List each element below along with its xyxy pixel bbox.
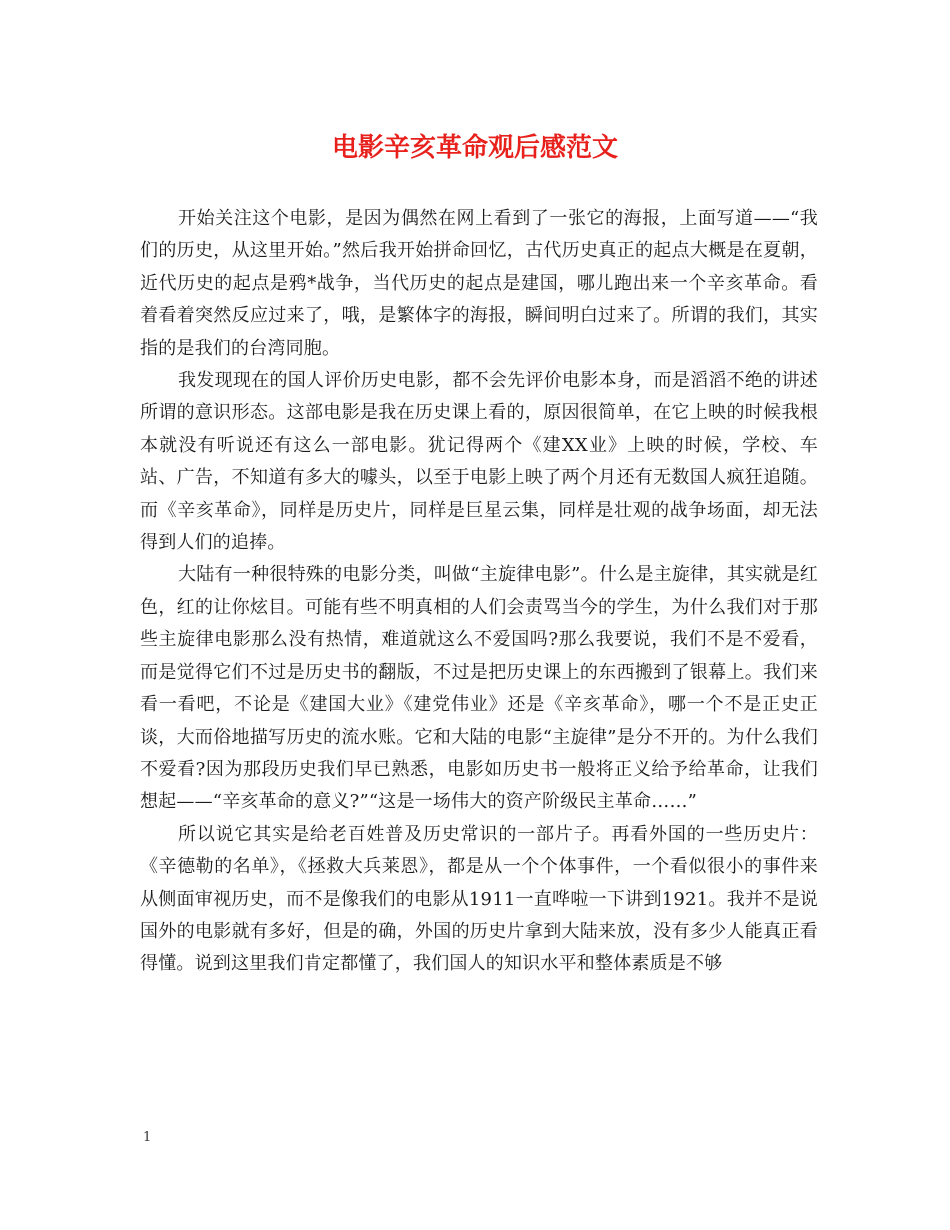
page-number: 1 — [143, 1130, 152, 1145]
paragraph-3: 大陆有一种很特殊的电影分类，叫做“主旋律电影”。什么是主旋律，其实就是红色，红的让你炫目。可能有些不明真相的人们会责骂当今的学生，为什么我们对于那些主旋律电影那么没有热情，难道就这么不爱国吗?那么我要说，我们不是不爱看，而是觉得它们不过是历史书的翻版，不过是把历史课上的东西搬到了银幕上。我们来看一看吧，不论是《建国大业》《建党伟业》还是《辛亥革命》，哪一个不是正史正谈，大而俗地描写历史的流水账。它和大陆的电影“主旋律”是分不开的。为什么我们不爱看?因为那段历史我们早已熟悉，电影如历史书一般将正义给予给革命，让我们想起——“辛亥革命的意义?”“这是一场伟大的资产阶级民主革命……” — [140, 564, 818, 813]
paragraph-4: 所以说它其实是给老百姓普及历史常识的一部片子。再看外国的一些历史片：《辛德勒的名单》，《拯救大兵莱恩》，都是从一个个体事件，一个看似很小的事件来从侧面审视历史，而不是像我们的电影从1911一直哗啦一下讲到1921。我并不是说国外的电影就有多好，但是的确，外国的历史片拿到大陆来放，没有多少人能真正看得懂。说到这里我们肯定都懂了，我们国人的知识水平和整体素质是不够 — [140, 823, 818, 975]
page-title: 电影辛亥革命观后感范文 — [331, 133, 618, 163]
paragraph-1: 开始关注这个电影，是因为偶然在网上看到了一张它的海报，上面写道——“我们的历史，从这里开始。”然后我开始拼命回忆，古代历史真正的起点大概是在夏朝，近代历史的起点是鸦*战争，当代历史的起点是建国，哪儿跑出来一个辛亥革命。看着看着突然反应过来了，哦，是繁体字的海报，瞬间明白过来了。所谓的我们，其实指的是我们的台湾同胞。 — [140, 208, 818, 359]
paragraph-2: 我发现现在的国人评价历史电影，都不会先评价电影本身，而是滔滔不绝的讲述所谓的意识形态。这部电影是我在历史课上看的，原因很简单，在它上映的时候我根本就没有听说还有这么一部电影。犹记得两个《建XX业》上映的时候，学校、车站、广告，不知道有多大的噱头，以至于电影上映了两个月还有无数国人疯狂追随。而《辛亥革命》，同样是历史片，同样是巨星云集，同样是壮观的战争场面，却无法得到人们的追捧。 — [140, 370, 818, 554]
document-body — [140, 203, 818, 981]
